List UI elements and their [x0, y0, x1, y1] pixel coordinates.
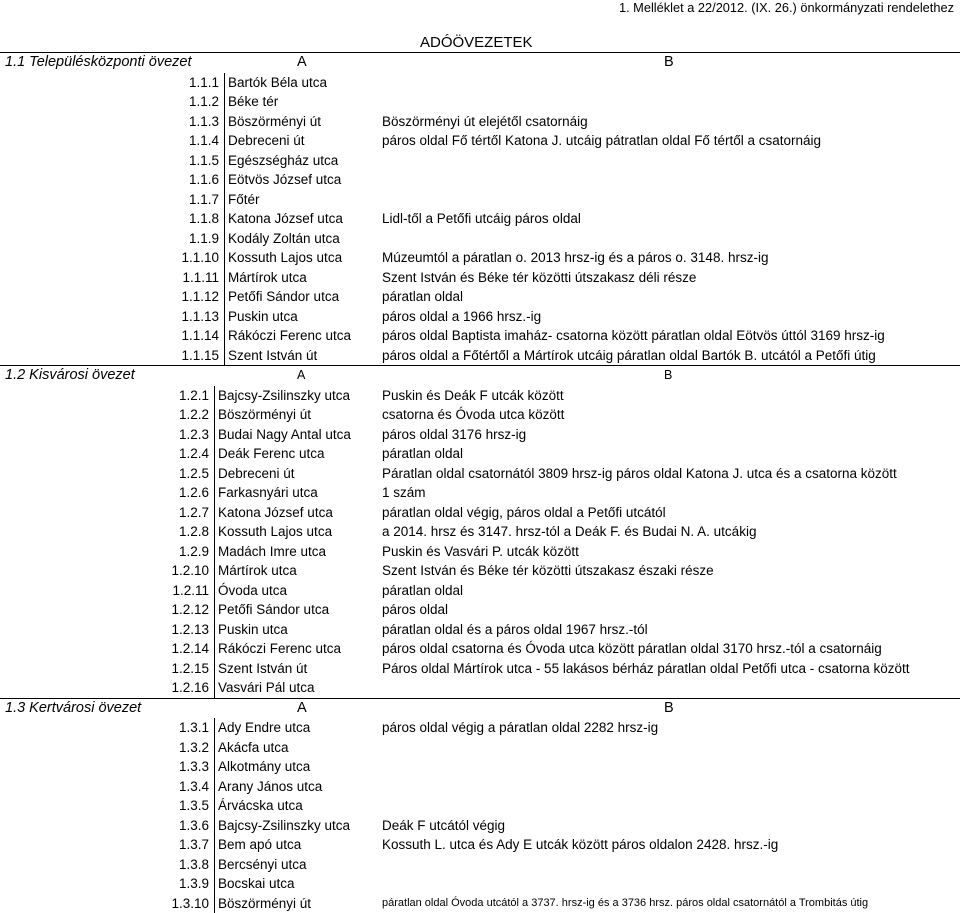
item-number: 1.2.6	[179, 483, 209, 503]
item-number: 1.1.2	[189, 92, 219, 112]
street-name: Deák Ferenc utca	[214, 444, 325, 464]
section-header	[0, 698, 960, 719]
item-number: 1.1.3	[189, 112, 219, 132]
street-name: Rákóczi Ferenc utca	[224, 326, 351, 346]
street-name: Farkasnyári utca	[214, 483, 318, 503]
item-number: 1.1.8	[189, 209, 219, 229]
zone-description: páros oldal a 1966 hrsz.-ig	[382, 307, 541, 327]
item-number: 1.3.4	[179, 777, 209, 797]
table-row	[0, 620, 960, 640]
item-number: 1.2.1	[179, 386, 209, 406]
street-name: Bartók Béla utca	[224, 73, 327, 93]
zone-description: páratlan oldal	[382, 287, 463, 307]
item-number: 1.3.8	[179, 855, 209, 875]
street-name: Rákóczi Ferenc utca	[214, 639, 341, 659]
table-row	[0, 561, 960, 581]
table-row	[0, 386, 960, 406]
table-row	[0, 483, 960, 503]
street-name: Bajcsy-Zsilinszky utca	[214, 816, 350, 836]
table-row	[0, 855, 960, 875]
table-row	[0, 131, 960, 151]
item-number: 1.2.11	[172, 581, 209, 601]
table-row	[0, 835, 960, 855]
street-name: Böszörményi út	[214, 405, 311, 425]
item-number: 1.1.10	[181, 248, 219, 268]
item-number: 1.2.15	[171, 659, 209, 679]
item-number: 1.2.5	[179, 464, 209, 484]
table-row	[0, 444, 960, 464]
street-name: Katona József utca	[214, 503, 333, 523]
item-number: 1.2.2	[179, 405, 209, 425]
zone-description: páros oldal a Főtértől a Mártírok utcáig páratlan oldal Bartók B. utcától a Petőfi útig	[382, 346, 876, 366]
street-name: Böszörményi út	[214, 894, 311, 913]
item-number: 1.2.4	[179, 444, 209, 464]
table-row	[0, 346, 960, 366]
table-row	[0, 425, 960, 445]
zone-description: Szent István és Béke tér közötti útszakasz északi része	[382, 561, 714, 581]
item-number: 1.1.9	[189, 229, 219, 249]
item-number: 1.1.6	[189, 170, 219, 190]
table-row	[0, 503, 960, 523]
zone-description: páratlan oldal végig, páros oldal a Petőfi utcától	[382, 503, 666, 523]
zone-description: Böszörményi út elejétől csatornáig	[382, 112, 588, 132]
item-number: 1.3.2	[179, 738, 209, 758]
street-name: Kodály Zoltán utca	[224, 229, 340, 249]
table-row	[0, 190, 960, 210]
item-number: 1.3.6	[179, 816, 209, 836]
street-name: Mártírok utca	[224, 268, 307, 288]
item-number: 1.2.9	[179, 542, 209, 562]
street-name: Árvácska utca	[214, 796, 303, 816]
table-row	[0, 326, 960, 346]
street-name: Arany János utca	[214, 777, 322, 797]
table-row	[0, 522, 960, 542]
table-row	[0, 268, 960, 288]
table-row	[0, 229, 960, 249]
section-title: 1.2 Kisvárosi övezet	[5, 366, 135, 386]
street-name: Szent István út	[224, 346, 317, 366]
zone-description: 1 szám	[382, 483, 426, 503]
zone-description: Múzeumtól a páratlan o. 2013 hrsz-ig és a páros o. 3148. hrsz-ig	[382, 248, 768, 268]
table-row	[0, 92, 960, 112]
item-number: 1.3.7	[179, 835, 209, 855]
street-name: Bem apó utca	[214, 835, 301, 855]
section-header	[0, 365, 960, 386]
zone-description: páros oldal	[382, 600, 448, 620]
street-name: Szent István út	[214, 659, 307, 679]
street-name: Alkotmány utca	[214, 757, 310, 777]
street-name: Óvoda utca	[214, 581, 287, 601]
zone-description: csatorna és Óvoda utca között	[382, 405, 564, 425]
street-name: Bercsényi utca	[214, 855, 307, 875]
street-name: Vasvári Pál utca	[214, 678, 315, 698]
table-row	[0, 639, 960, 659]
zone-description: páros oldal Baptista imaház- csatorna között páratlan oldal Eötvös úttól 3169 hrsz-ig	[382, 326, 885, 346]
street-name: Kossuth Lajos utca	[224, 248, 342, 268]
table-row	[0, 209, 960, 229]
street-name: Petőfi Sándor utca	[224, 287, 339, 307]
item-number: 1.1.11	[182, 268, 219, 288]
column-b-label: B	[664, 53, 674, 73]
zone-description: Deák F utcától végig	[382, 816, 505, 836]
table-row	[0, 112, 960, 132]
item-number: 1.2.16	[171, 678, 209, 698]
zone-description: páratlan oldal és a páros oldal 1967 hrsz.-tól	[382, 620, 648, 640]
page-title: ADÓÖVEZETEK	[420, 34, 533, 51]
table-row	[0, 600, 960, 620]
column-a-label: A	[297, 53, 307, 73]
item-number: 1.1.1	[189, 73, 219, 93]
item-number: 1.1.4	[189, 131, 219, 151]
zone-description: Lidl-től a Petőfi utcáig páros oldal	[382, 209, 581, 229]
street-name: Akácfa utca	[214, 738, 289, 758]
zones-table	[0, 52, 960, 913]
zone-description: Páratlan oldal csatornától 3809 hrsz-ig páros oldal Katona J. utca és a csatorna között	[382, 464, 897, 484]
item-number: 1.3.10	[171, 894, 209, 913]
item-number: 1.3.1	[179, 718, 209, 738]
zone-description: Puskin és Vasvári P. utcák között	[382, 542, 579, 562]
table-row	[0, 542, 960, 562]
item-number: 1.3.9	[179, 874, 209, 894]
column-a-label: A	[297, 366, 305, 386]
item-number: 1.1.12	[181, 287, 219, 307]
zone-description: páratlan oldal	[382, 444, 463, 464]
zone-description: Puskin és Deák F utcák között	[382, 386, 564, 406]
zone-description: páros oldal csatorna és Óvoda utca között páratlan oldal 3170 hrsz.-tól a csatornáig	[382, 639, 882, 659]
street-name: Bajcsy-Zsilinszky utca	[214, 386, 350, 406]
table-row	[0, 307, 960, 327]
table-row	[0, 405, 960, 425]
item-number: 1.1.5	[189, 151, 219, 171]
street-name: Egészségház utca	[224, 151, 338, 171]
table-row	[0, 738, 960, 758]
section-title: 1.1 Településközponti övezet	[5, 53, 191, 73]
zone-description: páros oldal 3176 hrsz-ig	[382, 425, 526, 445]
table-row	[0, 777, 960, 797]
item-number: 1.2.8	[179, 522, 209, 542]
table-row	[0, 287, 960, 307]
zone-description: páros oldal Fő tértől Katona J. utcáig pátratlan oldal Fő tértől a csatornáig	[382, 131, 821, 151]
zone-description: Szent István és Béke tér közötti útszakasz déli része	[382, 268, 696, 288]
item-number: 1.2.14	[171, 639, 209, 659]
zone-description: páratlan oldal	[382, 581, 463, 601]
zone-description: Kossuth L. utca és Ady E utcák között páros oldalon 2428. hrsz.-ig	[382, 835, 778, 855]
item-number: 1.1.13	[181, 307, 219, 327]
street-name: Debreceni út	[214, 464, 295, 484]
street-name: Böszörményi út	[224, 112, 321, 132]
street-name: Katona József utca	[224, 209, 343, 229]
table-row	[0, 581, 960, 601]
street-name: Eötvös József utca	[224, 170, 341, 190]
item-number: 1.1.14	[181, 326, 219, 346]
table-row	[0, 73, 960, 93]
zone-description: Páros oldal Mártírok utca - 55 lakásos bérház páratlan oldal Petőfi utca - csatorna között	[382, 659, 910, 679]
section-header	[0, 52, 960, 73]
item-number: 1.2.7	[179, 503, 209, 523]
table-row	[0, 678, 960, 698]
street-name: Bocskai utca	[214, 874, 295, 894]
item-number: 1.2.12	[171, 600, 209, 620]
street-name: Ady Endre utca	[214, 718, 310, 738]
table-row	[0, 659, 960, 679]
table-row	[0, 816, 960, 836]
street-name: Béke tér	[224, 92, 278, 112]
item-number: 1.2.3	[179, 425, 209, 445]
street-name: Debreceni út	[224, 131, 305, 151]
street-name: Budai Nagy Antal utca	[214, 425, 351, 445]
table-row	[0, 874, 960, 894]
section-title: 1.3 Kertvárosi övezet	[5, 699, 141, 719]
item-number: 1.1.15	[181, 346, 219, 366]
street-name: Puskin utca	[214, 620, 288, 640]
street-name: Kossuth Lajos utca	[214, 522, 332, 542]
table-row	[0, 248, 960, 268]
zone-description: a 2014. hrsz és 3147. hrsz-tól a Deák F. és Budai N. A. utcákig	[382, 522, 756, 542]
street-name: Főtér	[224, 190, 260, 210]
street-name: Madách Imre utca	[214, 542, 326, 562]
street-name: Petőfi Sándor utca	[214, 600, 329, 620]
zone-description: páros oldal végig a páratlan oldal 2282 hrsz-ig	[382, 718, 658, 738]
street-name: Puskin utca	[224, 307, 298, 327]
item-number: 1.1.7	[189, 190, 219, 210]
item-number: 1.3.5	[179, 796, 209, 816]
item-number: 1.2.13	[171, 620, 209, 640]
zone-description: páratlan oldal Óvoda utcától a 3737. hrsz-ig és a 3736 hrsz. páros oldal csatornától a Trombitás útig	[382, 894, 868, 913]
column-b-label: B	[664, 699, 674, 719]
table-row	[0, 464, 960, 484]
table-row	[0, 894, 960, 913]
document-header: 1. Melléklet a 22/2012. (IX. 26.) önkormányzati rendelethez	[619, 0, 954, 15]
column-b-label: B	[664, 366, 672, 386]
table-row	[0, 757, 960, 777]
table-row	[0, 796, 960, 816]
table-row	[0, 170, 960, 190]
item-number: 1.2.10	[171, 561, 209, 581]
item-number: 1.3.3	[179, 757, 209, 777]
table-row	[0, 718, 960, 738]
column-a-label: A	[297, 699, 307, 719]
table-row	[0, 151, 960, 171]
street-name: Mártírok utca	[214, 561, 297, 581]
